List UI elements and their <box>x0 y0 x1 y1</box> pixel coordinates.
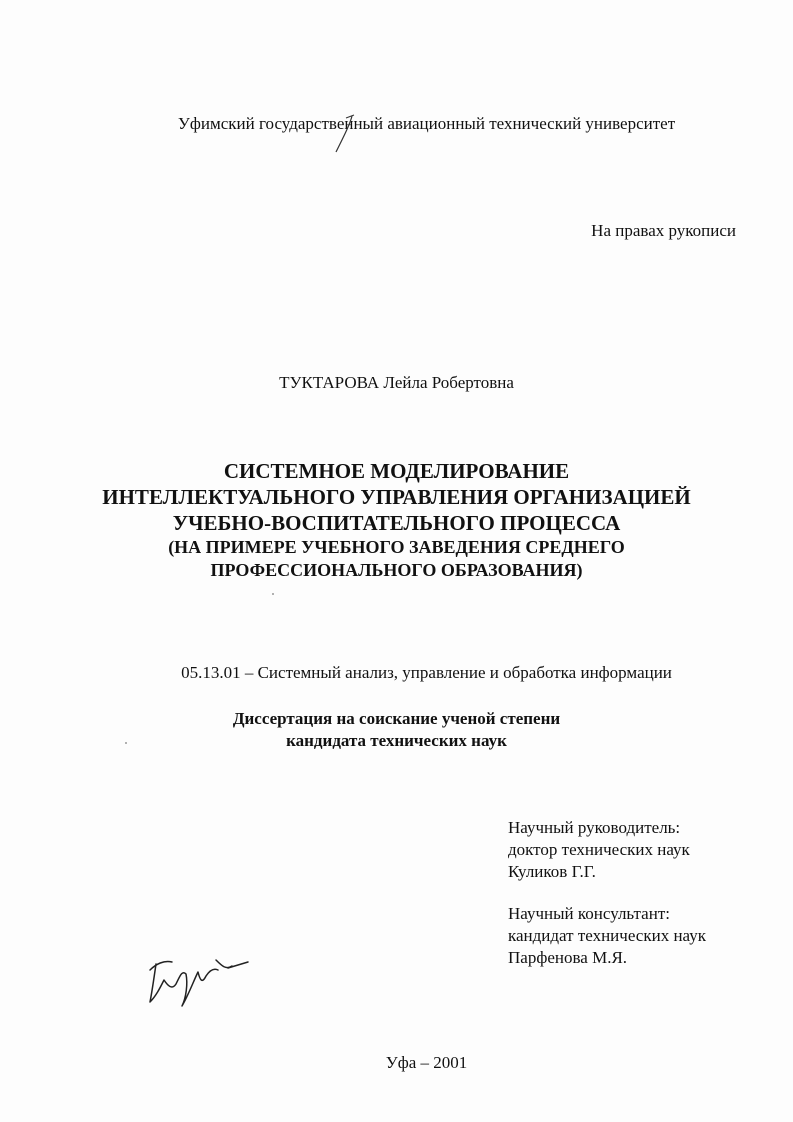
degree-line: кандидата технических наук <box>286 731 507 750</box>
consultant-block <box>508 903 706 969</box>
city-year: Уфа – 2001 <box>385 1053 468 1072</box>
consultant-role: Научный консультант: <box>508 904 670 923</box>
supervisor-role: Научный руководитель: <box>508 818 681 837</box>
supervisor-block <box>508 817 690 883</box>
university-name: Уфимский государственный авиационный технический университет <box>177 114 676 133</box>
supervisor-name: Куликов Г.Г. <box>508 862 596 881</box>
subtitle-line: (НА ПРИМЕРЕ УЧЕБНОГО ЗАВЕДЕНИЯ СРЕДНЕГО <box>168 537 625 557</box>
title-line: ИНТЕЛЛЕКТУАЛЬНОГО УПРАВЛЕНИЯ ОРГАНИЗАЦИЕЙ <box>102 485 691 509</box>
handwritten-signature <box>142 940 252 1010</box>
author-name: ТУКТАРОВА Лейла Робертовна <box>279 373 514 392</box>
manuscript-note: На правах рукописи <box>591 221 736 240</box>
degree-statement <box>0 708 793 752</box>
consultant-name: Парфенова М.Я. <box>508 948 628 967</box>
subtitle-line: ПРОФЕССИОНАЛЬНОГО ОБРАЗОВАНИЯ) <box>210 560 583 580</box>
degree-line: Диссертация на соискание ученой степени <box>232 709 561 728</box>
specialty-code: 05.13.01 – Системный анализ, управление и обработка информации <box>181 663 672 682</box>
title-line: СИСТЕМНОЕ МОДЕЛИРОВАНИЕ <box>223 459 570 483</box>
consultant-degree: кандидат технических наук <box>508 926 706 945</box>
scan-speck <box>272 593 274 595</box>
title-line: УЧЕБНО-ВОСПИТАТЕЛЬНОГО ПРОЦЕССА <box>172 511 621 535</box>
scan-speck <box>125 742 127 744</box>
dissertation-title <box>0 458 793 582</box>
supervisor-degree: доктор технических наук <box>508 840 690 859</box>
pen-stroke-mark <box>330 112 360 157</box>
